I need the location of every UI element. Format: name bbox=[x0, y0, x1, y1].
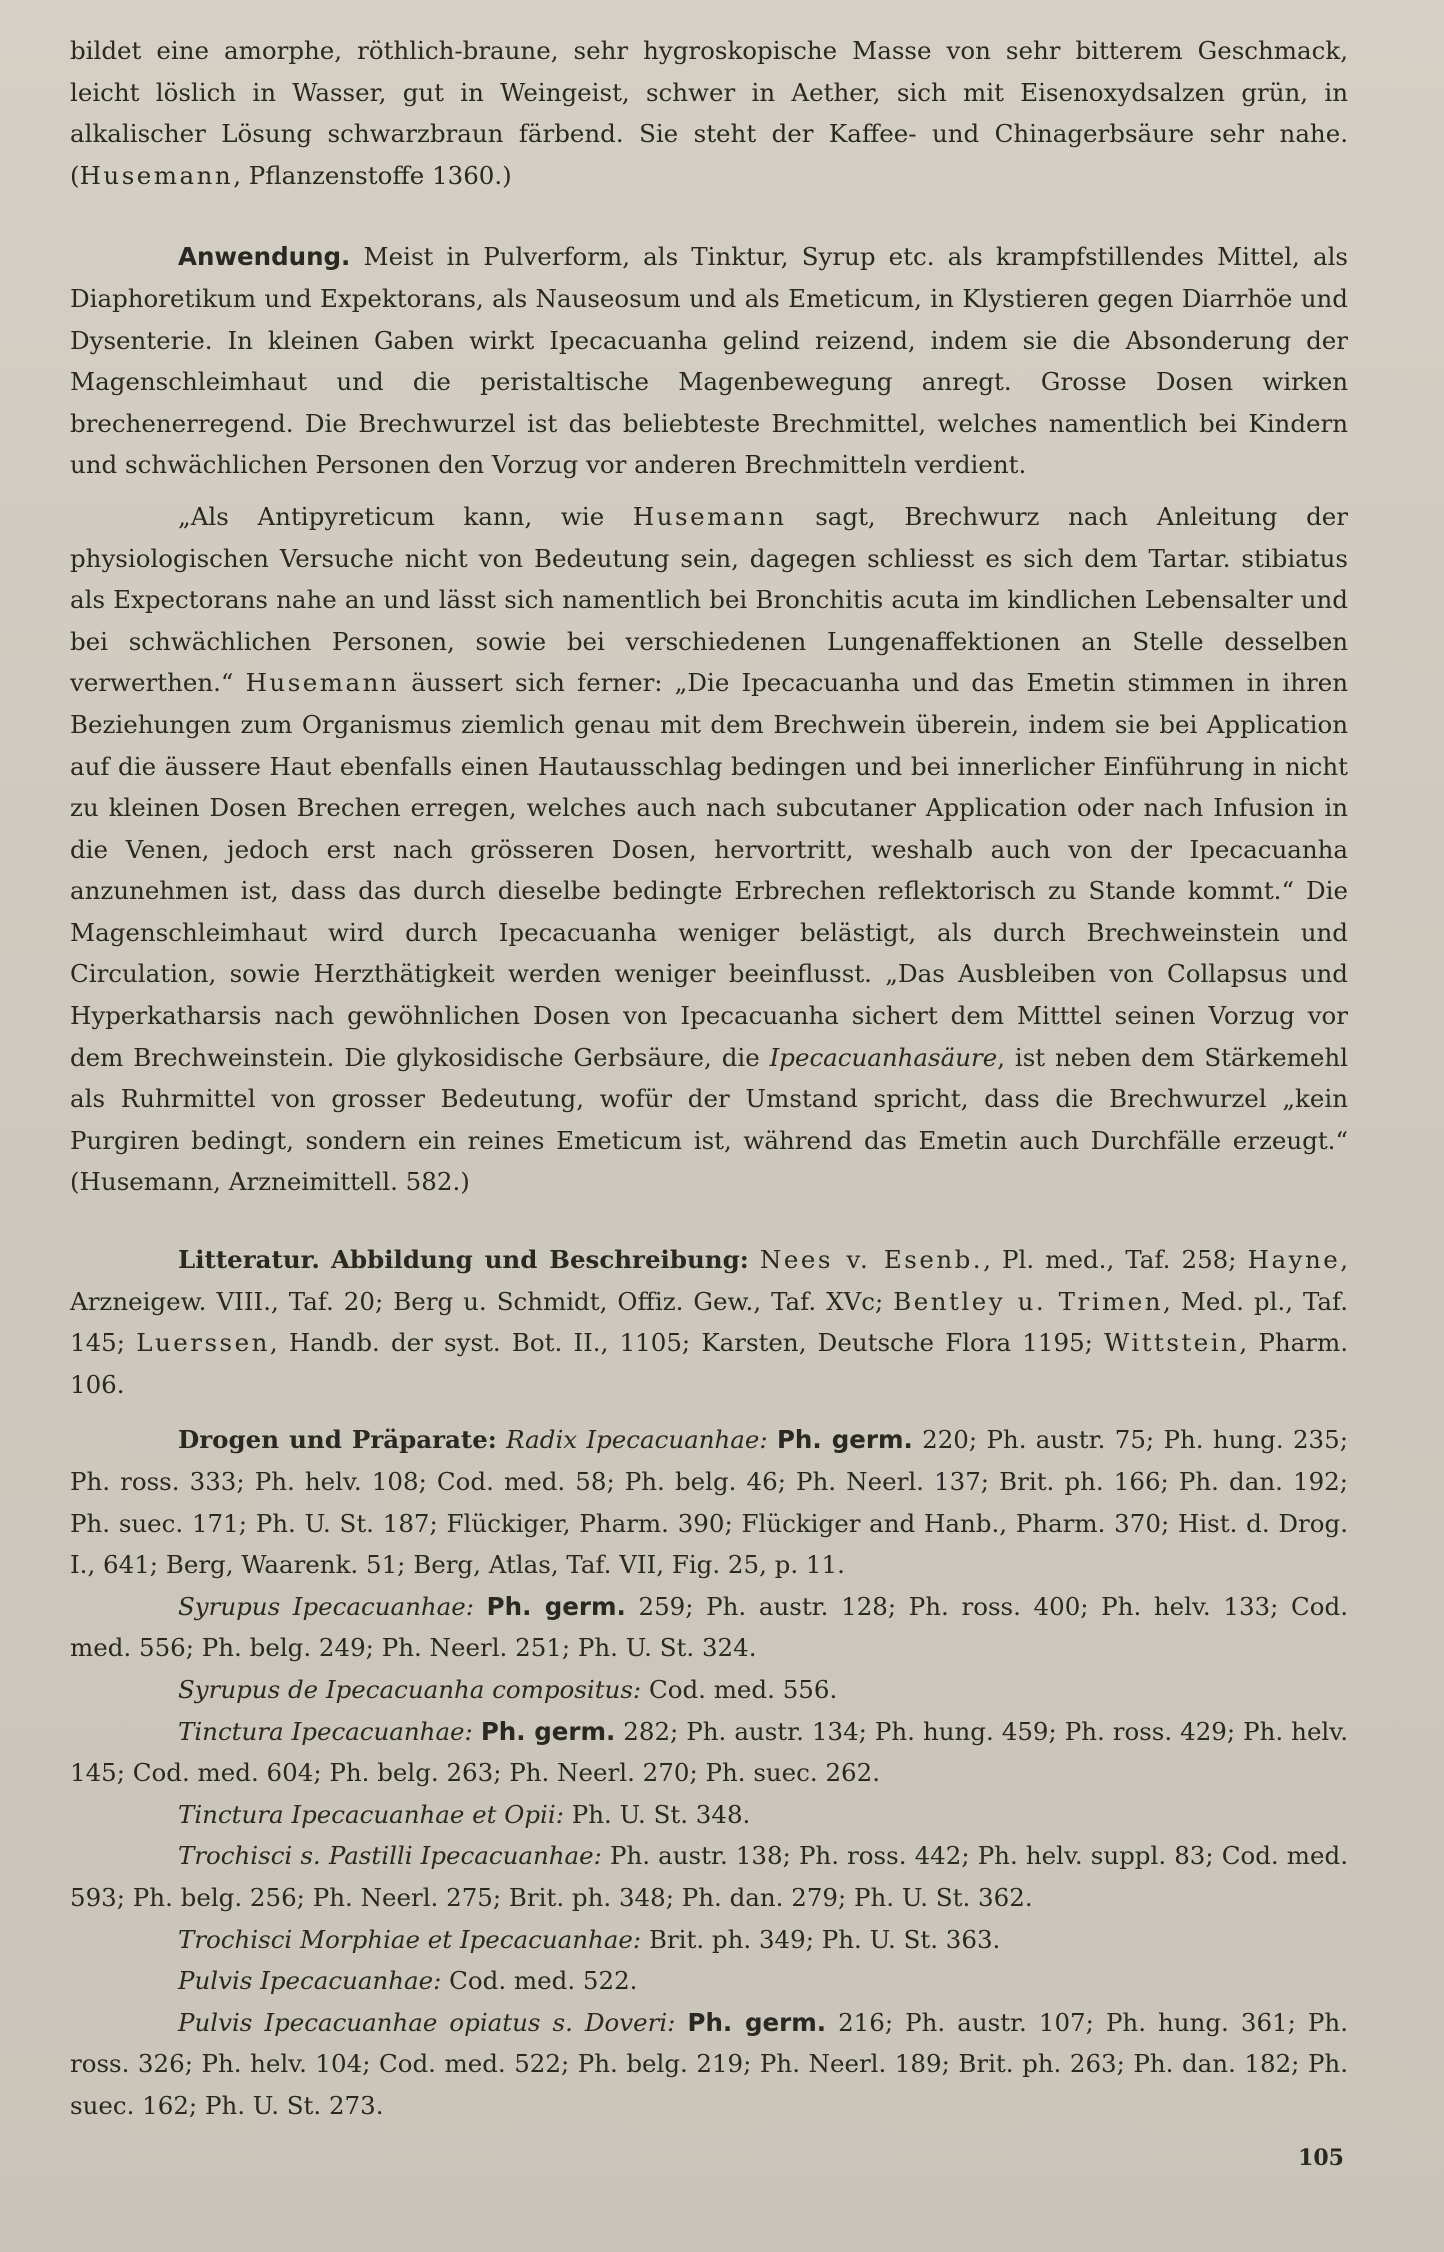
drogen-item: Syrupus Ipecacuanhae: Ph. germ. 259; Ph. austr. 128; Ph. ross. 400; Ph. helv. 133; Cod. med. 556; Ph. belg. 249; Ph. Neerl. 251; Ph. U. St. 324. bbox=[70, 1591, 1348, 1663]
litteratur-paragraph: Litteratur. Abbildung und Beschreibung: Nees v. Esenb., Pl. med., Taf. 258; Hayne, Arzneigew. VIII., Taf. 20; Berg u. Schmidt, Offiz. Gew., Taf. XVc; Bentley u. Trimen, Med. pl., Taf. 145; Luerssen, Handb. der syst. Bot. II., 1105; Karsten, Deutsche Flora 1195; Wittstein, Pharm. 106. bbox=[70, 1245, 1349, 1399]
drogen-item: Drogen und Präparate: Radix Ipecacuanhae: Ph. germ. 220; Ph. austr. 75; Ph. hung. 235; Ph. ross. 333; Ph. helv. 108; Cod. med. 58; Ph. belg. 46; Ph. Neerl. 137; Brit. ph. 166; Ph. dan. 192; Ph. suec. 171; Ph. U. St. 187; Flückiger, Pharm. 390; Flückiger and Hanb., Pharm. 370; Hist. d. Drog. I., 641; Berg, Waarenk. 51; Berg, Atlas, Taf. VII, Fig. 25, p. 11. bbox=[70, 1425, 1348, 1580]
italic-term: Ipecacuanhasäure bbox=[769, 1042, 998, 1072]
page-number: 105 bbox=[1298, 2145, 1344, 2171]
drogen-item: Syrupus de Ipecacuanha compositus: Cod. med. 556. bbox=[178, 1674, 838, 1704]
section-label-anwendung: Anwendung. bbox=[178, 242, 351, 272]
drogen-item: Pulvis Ipecacuanhae opiatus s. Doveri: Ph. germ. 216; Ph. austr. 107; Ph. hung. 361; Ph. ross. 326; Ph. helv. 104; Cod. med. 522; Ph. belg. 219; Ph. Neerl. 189; Brit. ph. 263; Ph. dan. 182; Ph. suec. 162; Ph. U. St. 273. bbox=[70, 2007, 1348, 2120]
drogen-item: Trochisci Morphiae et Ipecacuanhae: Brit. ph. 349; Ph. U. St. 363. bbox=[178, 1924, 1001, 1954]
section-label-drogen: Drogen und Präparate: bbox=[178, 1425, 497, 1455]
drogen-item: Tinctura Ipecacuanhae et Opii: Ph. U. St. 348. bbox=[178, 1799, 751, 1829]
drogen-item: Tinctura Ipecacuanhae: Ph. germ. 282; Ph. austr. 134; Ph. hung. 459; Ph. ross. 429; Ph. helv. 145; Cod. med. 604; Ph. belg. 263; Ph. Neerl. 270; Ph. suec. 262. bbox=[70, 1716, 1348, 1788]
author-name: Husemann bbox=[632, 501, 787, 531]
drogen-item: Trochisci s. Pastilli Ipecacuanhae: Ph. austr. 138; Ph. ross. 442; Ph. helv. suppl. 83; Cod. med. 593; Ph. belg. 256; Ph. Neerl. 275; Brit. ph. 348; Ph. dan. 279; Ph. U. St. 362. bbox=[70, 1841, 1348, 1912]
drogen-item: Pulvis Ipecacuanhae: Cod. med. 522. bbox=[178, 1966, 638, 1996]
section-sublabel-abbildung: Abbildung und Beschreibung: bbox=[330, 1245, 749, 1275]
author-name: Husemann bbox=[245, 668, 400, 698]
intro-paragraph: bildet eine amorphe, röthlich-braune, sehr hygroskopische Masse von sehr bitterem Geschmack, leicht löslich in Wasser, gut in Weingeist, schwer in Aether, sich mit Eisenoxydsalzen grün, in alkalischer Lösung schwarzbraun färbend. Sie steht der Kaffee- und Chinagerbsäure sehr nahe. (Husemann, Pflanzenstoffe 1360.) bbox=[70, 36, 1348, 190]
anwendung-paragraph: Anwendung. Meist in Pulverform, als Tinktur, Syrup etc. als krampfstillendes Mittel, als Diaphoretikum und Expektorans, als Nauseosum und als Emeticum, in Klystieren gegen Diarrhöe und Dysenterie. In kleinen Gaben wirkt Ipecacuanha gelind reizend, indem sie die Absonderung der Magenschleimhaut und die peristaltische Magenbewegung anregt. Grosse Dosen wirken brechenerregend. Die Brechwurzel ist das beliebteste Brechmittel, welches namentlich bei Kindern und schwächlichen Personen den Vorzug vor anderen Brechmitteln verdient. bbox=[70, 242, 1348, 480]
section-label-litteratur: Litteratur. bbox=[178, 1245, 320, 1275]
quote-paragraph: „Als Antipyreticum kann, wie Husemann sagt, Brechwurz nach Anleitung der physiologischen Versuche nicht von Bedeutung sein, dagegen schliesst es sich dem Tartar. stibiatus als Expectorans nahe an und lässt sich namentlich bei Bronchitis acuta im kindlichen Lebensalter und bei schwächlichen Personen, sowie bei verschiedenen Lungenaffektionen an Stelle desselben verwerthen.“ Husemann äussert sich ferner: „Die Ipecacuanha und das Emetin stimmen in ihren Beziehungen zum Organismus ziemlich genau mit dem Brechwein überein, indem sie bei Application auf die äussere Haut ebenfalls einen Hautausschlag bedingen und bei innerlicher Einführung in nicht zu kleinen Dosen Brechen erregen, welches auch nach subcutaner Application oder nach Infusion in die Venen, jedoch erst nach grösseren Dosen, hervortritt, weshalb auch von der Ipecacuanha anzunehmen ist, dass das durch dieselbe bedingte Erbrechen reflektorisch zu Stande kommt.“ Die Magenschleimhaut wird durch Ipecacuanha weniger belästigt, als durch Brechweinstein und Circulation, sowie Herzthätigkeit werden weniger beeinflusst. „Das Ausbleiben von Collapsus und Hyperkatharsis nach gewöhnlichen Dosen von Ipecacuanha sichert dem Mitttel seinen Vorzug vor dem Brechweinstein. Die glykosidische Gerbsäure, die Ipecacuanhasäure, ist neben dem Stärkemehl als Ruhrmittel von grosser Bedeutung, wofür der Umstand spricht, dass die Brechwurzel „kein Purgiren bedingt, sondern ein reines Emeticum ist, während das Emetin auch Durchfälle erzeugt.“ (Husemann, Arzneimittell. 582.) bbox=[70, 501, 1348, 1197]
author-name: Husemann bbox=[79, 160, 234, 190]
